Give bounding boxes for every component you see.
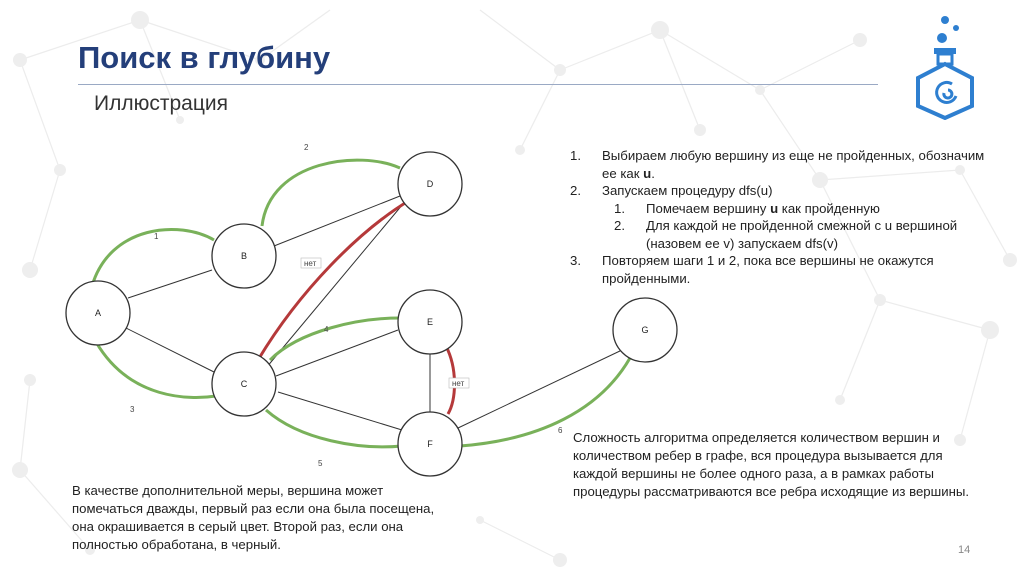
step-text: Повторяем шаги 1 и 2, пока все вершины не окажутся пройденными. xyxy=(602,253,934,286)
node-b-label: B xyxy=(240,251,248,261)
step-variable: u xyxy=(643,165,652,181)
step-number: 1. xyxy=(614,200,625,216)
edge-label-net-1: нет xyxy=(304,259,317,268)
page-number: 14 xyxy=(958,544,971,556)
node-f xyxy=(398,412,462,476)
step-text xyxy=(602,147,990,182)
node-b xyxy=(212,224,276,288)
edge-a-b xyxy=(128,270,212,298)
step-number: 3. xyxy=(570,253,581,268)
algorithm-steps-list xyxy=(570,147,990,287)
node-f-label: F xyxy=(427,439,433,449)
tree-edge-2 xyxy=(262,160,400,226)
node-c-label: C xyxy=(240,379,248,389)
complexity-paragraph: Сложность алгоритма определяется количеством вершин и количеством ребер в графе, вся процедура вызывается для каждой вершины не более одного раза, а в рамках работы процедуры рассматриваются все ребра исходящие из вершины. xyxy=(573,430,969,499)
edge-c-f xyxy=(278,392,402,430)
step-text: Запускаем процедуру dfs(u) xyxy=(602,183,773,198)
tree-edge-1 xyxy=(92,229,214,286)
node-c xyxy=(212,352,276,416)
node-g xyxy=(613,298,677,362)
step-text-part: Помечаем вершину xyxy=(646,200,771,216)
edge-label-2: 2 xyxy=(304,143,309,152)
step-number: 1. xyxy=(570,148,581,163)
edge-label-net-2: нет xyxy=(452,379,465,388)
edge-f-g xyxy=(458,350,622,428)
edge-a-c xyxy=(126,328,214,372)
graph-edges xyxy=(126,196,622,430)
list-item xyxy=(570,182,990,200)
tree-edge-5 xyxy=(266,410,402,447)
slide-subtitle: Иллюстрация xyxy=(94,92,228,115)
node-d xyxy=(398,152,462,216)
edge-c-e xyxy=(276,330,398,376)
back-edge-c-d xyxy=(258,200,410,360)
list-item xyxy=(570,217,990,252)
edge-label-5: 5 xyxy=(318,459,323,468)
step-text-part: Выбираем любую вершину из еще не пройденных, обозначим ее как xyxy=(602,148,985,181)
list-item xyxy=(570,200,990,218)
node-d-label: D xyxy=(426,179,434,189)
edge-label-1: 1 xyxy=(154,232,159,241)
edge-label-6: 6 xyxy=(558,426,563,435)
node-a-label: A xyxy=(94,308,102,318)
edge-label-3: 3 xyxy=(130,405,135,414)
step-number: 2. xyxy=(570,183,581,198)
node-g-label: G xyxy=(641,325,649,335)
step-text: Для каждой не пройденной смежной с u вершиной (назовем ее v) запускаем dfs(v) xyxy=(646,218,958,251)
step-text-part: как пройденную xyxy=(778,200,880,216)
step-variable: u xyxy=(770,200,779,216)
node-a xyxy=(66,281,130,345)
node-e xyxy=(398,290,462,354)
tree-edges xyxy=(92,160,630,447)
tree-edge-3 xyxy=(96,342,216,397)
list-item xyxy=(570,252,990,287)
list-item xyxy=(570,147,990,182)
step-text-part: . xyxy=(651,165,655,181)
step-number: 2. xyxy=(614,218,625,233)
step-text xyxy=(646,200,880,218)
node-e-label: E xyxy=(426,317,434,327)
edge-label-4: 4 xyxy=(324,325,329,334)
edge-c-d xyxy=(266,198,408,368)
slide-title: Поиск в глубину xyxy=(78,40,331,75)
note-paragraph: В качестве дополнительной меры, вершина может помечаться дважды, первый раз если она была посещена, она окрашивается в серый цвет. Второй раз, если она полностью обработана, в черный. xyxy=(72,483,435,552)
